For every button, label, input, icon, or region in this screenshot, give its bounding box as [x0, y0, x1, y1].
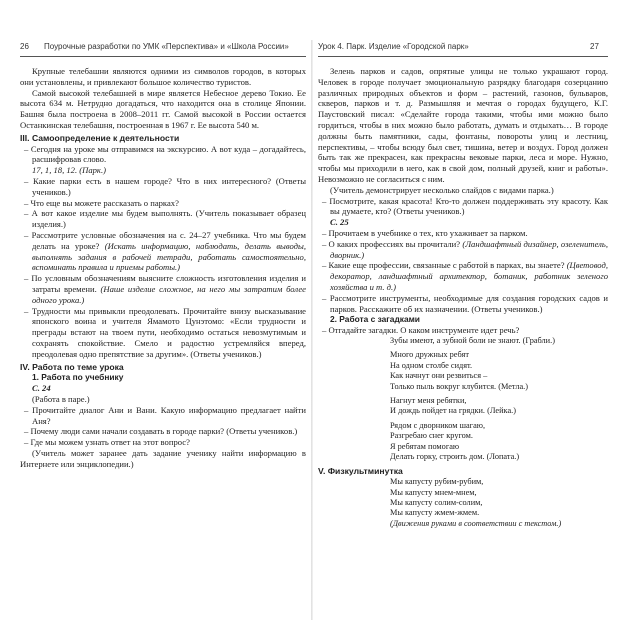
dialog-line: – Какие парки есть в нашем городе? Что в них интересного? (Ответы учеников.) [24, 175, 306, 197]
code-line: 17, 1, 18, 12. (Парк.) [32, 165, 106, 176]
riddle [318, 336, 608, 346]
riddle-line: Рядом с дворником шагаю, [390, 420, 486, 430]
answer-text: (Ландшафтный дизайнер, озеленитель, дворник.) [330, 238, 608, 260]
rhyme-line: Мы капусту солим-солим, [390, 498, 483, 507]
dialog-line: – Посмотрите, какая красота! Кто-то должен поддерживать эту красоту. Как вы думаете, кто? (Ответы учеников.) [322, 195, 608, 217]
subsection-heading: 2. Работа с загадками [330, 314, 420, 325]
riddle-line: Много дружных ребят [390, 350, 469, 360]
left-page-number: 26 [20, 42, 29, 51]
left-page-body [20, 66, 306, 469]
riddle-line: Я ребятам помогаю [390, 441, 460, 451]
page-reference: С. 24 [32, 383, 51, 394]
dialog-line: – Прочитайте диалог Ани и Вани. Какую информацию предлагает найти Аня? [24, 404, 306, 426]
riddle-line: Делать горку, строить дом. (Лопата.) [390, 451, 520, 461]
paragraph: Зелень парков и садов, опрятные улицы не только украшают город. Человек в городе получает эмоциональную разрядку благодаря созерцанию различных природных объектов и форм – растений, газонов, бульваров, скверов, парков и т. д. Размышляя и мечтая о городах будущего, К.Г. Паустовский писал: «Сделайте города такими, чтобы ими можно было гордиться, чтобы в них можно было работать, думать и отдыхать… В городе должны быть памятники, сады, фонтаны, повороты улиц и лестниц, перспективы, – чтобы всюду был свет, тишина, ветер и воздух. Город должен быть так же прекрасен, как прекрасны вековые парки, леса и море. Нужно, чтобы мы приходили в него, как в свой дом, полный друзей, книг и работы». Невозможно не согласиться с ним. [318, 66, 608, 184]
question-text: – Какие еще профессии, связанные с работой в парках, вы знаете? [322, 260, 567, 271]
question-text: – О каких профессиях вы прочитали? [322, 238, 463, 249]
riddle-line: Зубы имеют, а зубной боли не знают. (Грабли.) [390, 335, 555, 345]
dialog-line: – Рассмотрите инструменты, необходимые для создания городских садов и парков. Расскажите об их назначении. (Ответы учеников.) [322, 292, 608, 314]
question-text: – По условным обозначениям выясните сложность изготовления изделия и затраты времени. [24, 273, 306, 294]
rhyme-note: (Движения руками в соответствии с текстом.) [390, 518, 562, 528]
rhyme-line: Мы капусту рубим-рубим, [390, 477, 484, 487]
paragraph: Самой высокой телебашней в мире является Небесное дерево Токио. Ее высота 634 м. Нетрудно догадаться, что находится она в столице Японии. Башня была построена в 2008–2011 гг. Самой высокой в России остается Останкинская телебашня, построенная в 1967 г. Ее высота 540 м. [20, 87, 306, 130]
right-header-rule [318, 56, 608, 57]
riddle-line: И дождь пойдет на грядки. (Лейка.) [390, 406, 516, 416]
subsection-heading: 1. Работа по учебнику [32, 372, 124, 383]
note: (Учитель демонстрирует несколько слайдов с видами парка.) [330, 184, 554, 195]
riddle [318, 350, 608, 392]
riddle [318, 421, 608, 463]
question-text: – Рассмотрите условные обозначения на с. 24–27 учебника. Что мы будем делать на уроке? [24, 229, 306, 251]
riddle-line: Только пыль вокруг клубится. (Метла.) [390, 381, 528, 391]
note: (Работа в паре.) [32, 393, 90, 404]
dialog-line: – А вот какое изделие мы будем выполнять. (Учитель показывает образец изделия.) [24, 208, 306, 230]
right-page-number: 27 [590, 42, 599, 51]
book-gutter [311, 40, 313, 620]
answer-text: (Наше изделие сложное, на него мы затратим более одного урока.) [32, 283, 306, 305]
dialog-line [20, 273, 306, 305]
dialog-line [20, 230, 306, 273]
dialog-line: – Что еще вы можете рассказать о парках? [24, 197, 179, 208]
dialog-line: – Сегодня на уроке мы отправимся на экскурсию. А вот куда – догадайтесь, расшифровав слово. [24, 143, 306, 165]
riddle [318, 396, 608, 417]
dialog-line: – Трудности мы привыкли преодолевать. Прочитайте внизу высказывание японского воина и учителя Ямамото Цунэтомо: «Если трудности и преграды встают на твоем пути, необходимо остаться невозмутимым и сохранять спокойствие. Смело и радостно устремляйся вперед, преодолевая одно препятствие за другим». (Ответы учеников.) [24, 305, 306, 359]
section-heading: III. Самоопределение к деятельности [20, 132, 180, 143]
answer-text: (Цветовод, декоратор, ландшафтный архитектор, ботаник, работник зеленого хозяйства и т. д.) [330, 260, 608, 292]
riddle-line: Как начнут они резвиться – [390, 371, 488, 381]
right-running-title: Урок 4. Парк. Изделие «Городской парк» [318, 42, 469, 51]
rhyme-line: Мы капусту мнем-мнем, [390, 487, 477, 497]
section-heading: IV. Работа по теме урока [20, 361, 124, 372]
answer-text: (Искать информацию, наблюдать, делать выводы, выполнять задания в рабочей тетради, работать самостоятельно, вспоминать правила и приемы работы.) [32, 240, 306, 273]
exercise-rhyme [318, 477, 608, 529]
dialog-line: – Отгадайте загадки. О каком инструменте идет речь? [322, 325, 520, 336]
riddle-line: На одном столбе сидят. [390, 360, 473, 370]
right-page-body [318, 66, 608, 529]
dialog-line: – Где мы можем узнать ответ на этот вопрос? [24, 437, 190, 448]
paragraph: Крупные телебашни являются одними из символов городов, в которых они установлены, и привлекают большое количество туристов. [20, 66, 306, 87]
section-heading: V. Физкультминутка [318, 466, 403, 477]
dialog-line [318, 260, 608, 292]
page-reference: С. 25 [330, 217, 349, 228]
rhyme-line: Мы капусту жмем-жмем. [390, 508, 480, 518]
left-running-title: Поурочные разработки по УМК «Перспектива» и «Школа России» [44, 42, 289, 51]
riddle-line: Разгребаю снег кругом. [390, 431, 473, 441]
dialog-line [318, 239, 608, 261]
dialog-line: – Почему люди сами начали создавать в городе парки? (Ответы учеников.) [24, 426, 298, 437]
riddle-line: Нагнут меня ребятки, [390, 395, 467, 405]
left-header-rule [20, 56, 306, 57]
note: (Учитель может заранее дать задание ученику найти информацию в Интернете или энциклопедии.) [20, 447, 306, 469]
dialog-line: – Прочитаем в учебнике о тех, кто ухаживает за парком. [322, 227, 528, 238]
